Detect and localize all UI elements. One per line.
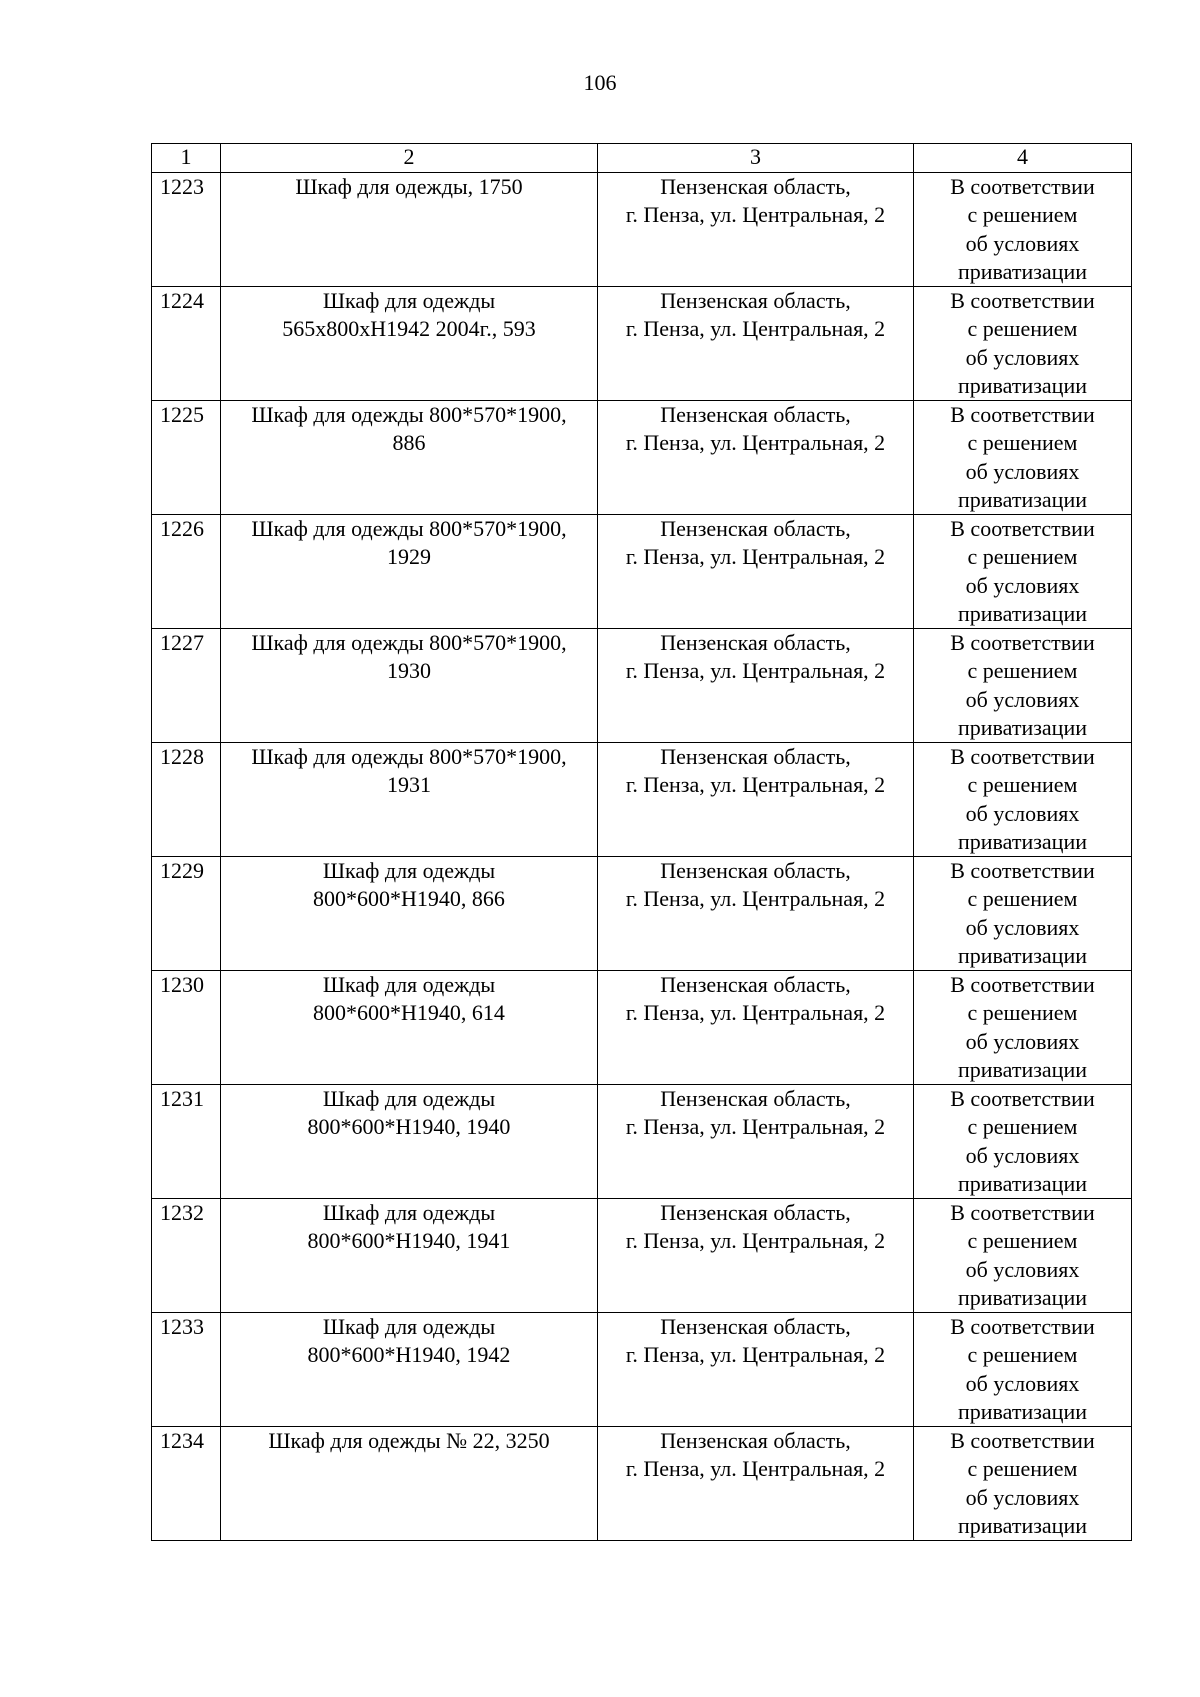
item-basis-line: приватизации <box>957 1398 1087 1424</box>
item-basis-line: об условиях <box>965 1142 1080 1168</box>
item-address-line: г. Пенза, ул. Центральная, 2 <box>625 886 886 912</box>
item-name-cell <box>221 1085 598 1199</box>
table-row <box>152 401 1132 515</box>
item-basis-cell <box>914 515 1132 629</box>
item-name-line: 1931 <box>387 772 431 798</box>
item-address-line: Пензенская область, <box>660 174 851 199</box>
item-name-cell <box>221 287 598 401</box>
item-basis-line: приватизации <box>957 1056 1087 1082</box>
item-name-line: Шкаф для одежды, 1750 <box>295 174 523 199</box>
item-address-line: Пензенская область, <box>660 858 851 883</box>
header-col-2: 2 <box>221 144 598 173</box>
item-basis-cell <box>914 173 1132 287</box>
item-address-cell <box>598 1427 914 1541</box>
header-row <box>152 144 1132 173</box>
item-basis-line: В соответствии <box>950 402 1095 427</box>
item-address-line: Пензенская область, <box>660 1314 851 1339</box>
item-address-line: Пензенская область, <box>660 972 851 997</box>
item-basis-line: с решением <box>967 1456 1078 1482</box>
item-address-cell <box>598 515 914 629</box>
item-basis-line: с решением <box>967 544 1078 570</box>
item-basis-cell <box>914 401 1132 515</box>
table-row <box>152 173 1132 287</box>
item-address-cell <box>598 173 914 287</box>
item-address-line: г. Пенза, ул. Центральная, 2 <box>625 430 886 456</box>
item-basis-cell <box>914 743 1132 857</box>
item-name-line: Шкаф для одежды <box>322 1314 496 1339</box>
item-name-line: Шкаф для одежды 800*570*1900, <box>251 402 567 427</box>
item-basis-line: приватизации <box>957 600 1087 626</box>
header-col-1: 1 <box>152 144 221 173</box>
row-number: 1231 <box>152 1085 221 1199</box>
item-name-line: 800*600*Н1940, 614 <box>313 1000 505 1026</box>
item-name-cell <box>221 971 598 1085</box>
row-number: 1228 <box>152 743 221 857</box>
table-row <box>152 1199 1132 1313</box>
item-address-line: г. Пенза, ул. Центральная, 2 <box>625 1228 886 1254</box>
item-address-line: Пензенская область, <box>660 288 851 313</box>
item-basis-line: об условиях <box>965 800 1080 826</box>
page-number: 106 <box>583 70 617 95</box>
item-name-line: 800*600*Н1940, 866 <box>313 886 505 912</box>
item-basis-line: В соответствии <box>950 288 1095 313</box>
item-address-line: Пензенская область, <box>660 516 851 541</box>
item-address-line: г. Пенза, ул. Центральная, 2 <box>625 1000 886 1026</box>
item-basis-line: В соответствии <box>950 858 1095 883</box>
item-address-line: г. Пенза, ул. Центральная, 2 <box>625 1342 886 1368</box>
item-basis-line: В соответствии <box>950 630 1095 655</box>
item-name-line: Шкаф для одежды <box>322 288 496 313</box>
item-basis-line: с решением <box>967 1228 1078 1254</box>
item-address-line: Пензенская область, <box>660 402 851 427</box>
row-number: 1223 <box>152 173 221 287</box>
item-basis-line: с решением <box>967 1000 1078 1026</box>
row-number: 1233 <box>152 1313 221 1427</box>
item-name-line: 1929 <box>387 544 431 570</box>
item-name-cell <box>221 515 598 629</box>
item-basis-line: В соответствии <box>950 1314 1095 1339</box>
item-name-line: Шкаф для одежды 800*570*1900, <box>251 744 567 769</box>
table-row <box>152 971 1132 1085</box>
table-row <box>152 857 1132 971</box>
item-name-line: Шкаф для одежды № 22, 3250 <box>268 1428 550 1453</box>
table-row <box>152 1427 1132 1541</box>
row-number: 1224 <box>152 287 221 401</box>
item-basis-line: с решением <box>967 886 1078 912</box>
table-row <box>152 1313 1132 1427</box>
item-basis-cell <box>914 857 1132 971</box>
item-name-line: 800*600*Н1940, 1941 <box>307 1228 511 1254</box>
item-name-line: Шкаф для одежды 800*570*1900, <box>251 516 567 541</box>
item-basis-cell <box>914 971 1132 1085</box>
item-address-cell <box>598 857 914 971</box>
item-address-cell <box>598 1199 914 1313</box>
item-name-line: Шкаф для одежды <box>322 1200 496 1225</box>
item-basis-line: приватизации <box>957 486 1087 512</box>
item-address-line: г. Пенза, ул. Центральная, 2 <box>625 316 886 342</box>
item-basis-line: об условиях <box>965 230 1080 256</box>
item-name-line: 1930 <box>387 658 431 684</box>
item-basis-line: об условиях <box>965 572 1080 598</box>
item-basis-line: с решением <box>967 1342 1078 1368</box>
item-basis-line: об условиях <box>965 1484 1080 1510</box>
item-address-line: г. Пенза, ул. Центральная, 2 <box>625 1456 886 1482</box>
item-name-cell <box>221 401 598 515</box>
item-name-cell <box>221 1313 598 1427</box>
item-basis-line: В соответствии <box>950 1428 1095 1453</box>
item-basis-line: приватизации <box>957 1512 1087 1538</box>
item-name-line: Шкаф для одежды <box>322 1086 496 1111</box>
item-basis-cell <box>914 1313 1132 1427</box>
item-address-cell <box>598 629 914 743</box>
item-basis-line: с решением <box>967 1114 1078 1140</box>
item-name-cell <box>221 1427 598 1541</box>
item-basis-line: приватизации <box>957 1170 1087 1196</box>
item-address-cell <box>598 287 914 401</box>
item-basis-line: приватизации <box>957 942 1087 968</box>
item-address-line: Пензенская область, <box>660 630 851 655</box>
item-basis-cell <box>914 1427 1132 1541</box>
item-name-line: 886 <box>392 430 426 456</box>
table-body <box>152 173 1132 1541</box>
item-address-line: г. Пенза, ул. Центральная, 2 <box>625 772 886 798</box>
item-address-line: Пензенская область, <box>660 1200 851 1225</box>
item-basis-line: с решением <box>967 658 1078 684</box>
item-name-cell <box>221 629 598 743</box>
header-col-3: 3 <box>598 144 914 173</box>
item-address-cell <box>598 401 914 515</box>
item-address-line: г. Пенза, ул. Центральная, 2 <box>625 658 886 684</box>
item-name-cell <box>221 857 598 971</box>
header-col-4: 4 <box>914 144 1132 173</box>
property-table <box>151 143 1132 1541</box>
item-address-line: Пензенская область, <box>660 1086 851 1111</box>
item-basis-line: с решением <box>967 316 1078 342</box>
item-basis-line: В соответствии <box>950 972 1095 997</box>
item-name-cell <box>221 173 598 287</box>
item-basis-line: об условиях <box>965 686 1080 712</box>
item-basis-line: В соответствии <box>950 744 1095 769</box>
item-name-line: Шкаф для одежды 800*570*1900, <box>251 630 567 655</box>
item-address-cell <box>598 1313 914 1427</box>
table-row <box>152 1085 1132 1199</box>
item-basis-line: об условиях <box>965 344 1080 370</box>
item-basis-line: об условиях <box>965 1256 1080 1282</box>
item-name-line: 565х800хН1942 2004г., 593 <box>282 316 536 342</box>
item-basis-line: В соответствии <box>950 174 1095 199</box>
item-basis-cell <box>914 629 1132 743</box>
item-basis-line: об условиях <box>965 914 1080 940</box>
table-row <box>152 743 1132 857</box>
item-basis-line: с решением <box>967 202 1078 228</box>
item-address-cell <box>598 971 914 1085</box>
item-basis-line: В соответствии <box>950 1086 1095 1111</box>
item-basis-line: об условиях <box>965 1028 1080 1054</box>
item-basis-line: В соответствии <box>950 516 1095 541</box>
item-basis-cell <box>914 1199 1132 1313</box>
table-row <box>152 287 1132 401</box>
item-address-line: г. Пенза, ул. Центральная, 2 <box>625 544 886 570</box>
item-name-line: Шкаф для одежды <box>322 972 496 997</box>
item-address-line: г. Пенза, ул. Центральная, 2 <box>625 1114 886 1140</box>
item-basis-line: приватизации <box>957 258 1087 284</box>
item-address-line: Пензенская область, <box>660 744 851 769</box>
item-address-cell <box>598 1085 914 1199</box>
row-number: 1230 <box>152 971 221 1085</box>
table-row <box>152 629 1132 743</box>
item-name-line: 800*600*Н1940, 1942 <box>307 1342 511 1368</box>
item-basis-line: приватизации <box>957 1284 1087 1310</box>
table-row <box>152 515 1132 629</box>
item-address-line: г. Пенза, ул. Центральная, 2 <box>625 202 886 228</box>
item-basis-cell <box>914 287 1132 401</box>
item-basis-line: об условиях <box>965 1370 1080 1396</box>
item-basis-line: с решением <box>967 430 1078 456</box>
row-number: 1227 <box>152 629 221 743</box>
table-header <box>152 144 1132 173</box>
item-name-line: Шкаф для одежды <box>322 858 496 883</box>
item-basis-cell <box>914 1085 1132 1199</box>
item-name-cell <box>221 1199 598 1313</box>
item-basis-line: приватизации <box>957 372 1087 398</box>
item-basis-line: приватизации <box>957 828 1087 854</box>
item-basis-line: с решением <box>967 772 1078 798</box>
item-name-cell <box>221 743 598 857</box>
row-number: 1226 <box>152 515 221 629</box>
row-number: 1225 <box>152 401 221 515</box>
row-number: 1229 <box>152 857 221 971</box>
item-name-line: 800*600*Н1940, 1940 <box>307 1114 511 1140</box>
row-number: 1234 <box>152 1427 221 1541</box>
item-address-cell <box>598 743 914 857</box>
item-basis-line: приватизации <box>957 714 1087 740</box>
row-number: 1232 <box>152 1199 221 1313</box>
item-basis-line: В соответствии <box>950 1200 1095 1225</box>
item-address-line: Пензенская область, <box>660 1428 851 1453</box>
item-basis-line: об условиях <box>965 458 1080 484</box>
